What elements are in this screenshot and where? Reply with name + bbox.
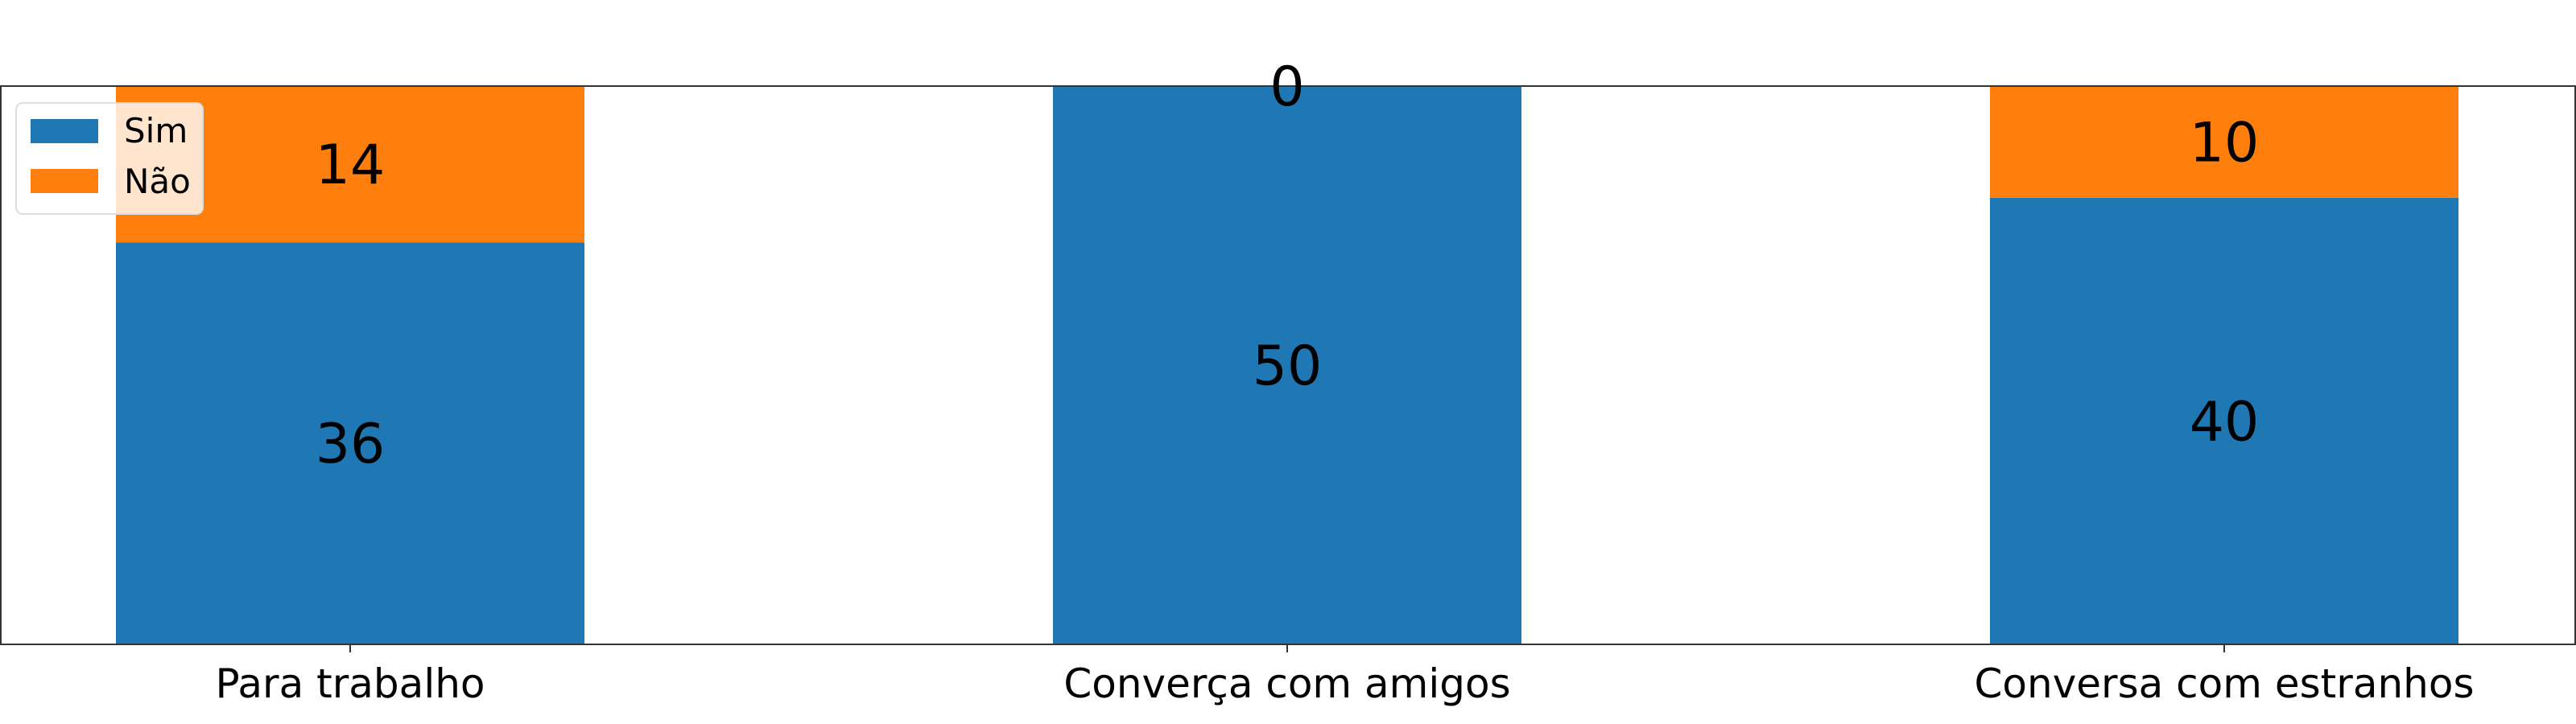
- x-tick-label-converca-com-amigos: Converça com amigos: [1063, 660, 1511, 707]
- legend-label-sim: Sim: [124, 111, 188, 150]
- x-axis: [216, 644, 2475, 707]
- data-label-nao-para-trabalho: 14: [315, 134, 386, 198]
- data-label-sim-conversa-com-estranhos: 40: [2189, 390, 2260, 455]
- data-label-nao-conversa-com-estranhos: 10: [2189, 111, 2260, 175]
- legend-swatch-nao: [31, 169, 98, 193]
- legend-label-nao: Não: [124, 162, 191, 201]
- data-label-sim-para-trabalho: 36: [315, 413, 386, 477]
- data-label-nao-converca-com-amigos: 0: [1269, 56, 1305, 119]
- legend: [16, 103, 203, 214]
- x-tick-label-para-trabalho: Para trabalho: [215, 660, 485, 707]
- x-tick-label-conversa-com-estranhos: Conversa com estranhos: [1974, 660, 2475, 707]
- data-label-sim-converca-com-amigos: 50: [1252, 335, 1323, 398]
- legend-swatch-sim: [31, 119, 98, 143]
